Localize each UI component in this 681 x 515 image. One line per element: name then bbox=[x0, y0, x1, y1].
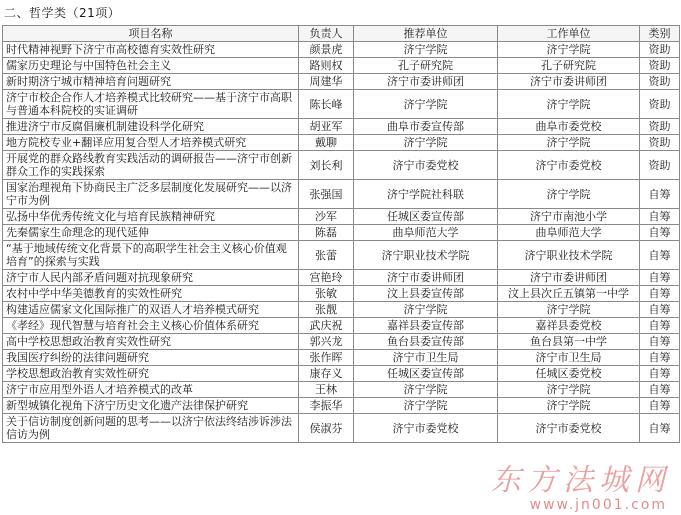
cell-recommender: 曲阜师范大学 bbox=[354, 225, 498, 241]
cell-workplace: 济宁市委讲师团 bbox=[498, 74, 640, 90]
cell-person: 武庆祝 bbox=[299, 318, 354, 334]
table-row bbox=[3, 135, 680, 151]
cell-workplace: 济宁学院 bbox=[498, 90, 640, 119]
cell-workplace: 济宁市委党校 bbox=[498, 151, 640, 180]
cell-category: 资助 bbox=[640, 42, 680, 58]
cell-category: 自筹 bbox=[640, 270, 680, 286]
cell-recommender: 济宁市委讲师团 bbox=[354, 74, 498, 90]
cell-project-name: 弘扬中华优秀传统文化与培育民族精神研究 bbox=[3, 209, 299, 225]
cell-category: 资助 bbox=[640, 58, 680, 74]
cell-recommender: 曲阜市委宣传部 bbox=[354, 119, 498, 135]
cell-category: 自筹 bbox=[640, 209, 680, 225]
cell-project-name: 新型城镇化视角下济宁历史文化遗产法律保护研究 bbox=[3, 398, 299, 414]
cell-person: 周建华 bbox=[299, 74, 354, 90]
cell-recommender: 汶上县委宣传部 bbox=[354, 286, 498, 302]
table-row bbox=[3, 286, 680, 302]
cell-recommender: 济宁学院 bbox=[354, 42, 498, 58]
cell-project-name: 济宁市人民内部矛盾问题对抗现象研究 bbox=[3, 270, 299, 286]
cell-project-name: 推进济宁市反腐倡廉机制建设科学化研究 bbox=[3, 119, 299, 135]
cell-person: 李振华 bbox=[299, 398, 354, 414]
cell-workplace: 嘉祥县委党校 bbox=[498, 318, 640, 334]
cell-recommender: 济宁市卫生局 bbox=[354, 350, 498, 366]
watermark-url: www.jn001.com bbox=[529, 497, 667, 513]
table-row bbox=[3, 318, 680, 334]
cell-category: 自筹 bbox=[640, 180, 680, 209]
table-row bbox=[3, 302, 680, 318]
cell-category: 自筹 bbox=[640, 286, 680, 302]
cell-recommender: 孔子研究院 bbox=[354, 58, 498, 74]
cell-recommender: 济宁学院 bbox=[354, 135, 498, 151]
table-row bbox=[3, 180, 680, 209]
cell-category: 资助 bbox=[640, 74, 680, 90]
cell-workplace: 济宁学院 bbox=[498, 382, 640, 398]
cell-project-name: 国家治理视角下协商民主广泛多层制度化发展研究——以济宁市为例 bbox=[3, 180, 299, 209]
watermark-logo: 东方法城网 bbox=[491, 463, 671, 498]
cell-category: 自筹 bbox=[640, 241, 680, 270]
cell-category: 资助 bbox=[640, 90, 680, 119]
cell-recommender: 任城区委宣传部 bbox=[354, 209, 498, 225]
table-body bbox=[3, 42, 680, 443]
cell-person: 刘长利 bbox=[299, 151, 354, 180]
cell-person: 戴聊 bbox=[299, 135, 354, 151]
cell-person: 张敏 bbox=[299, 286, 354, 302]
cell-workplace: 鱼台县第一中学 bbox=[498, 334, 640, 350]
cell-recommender: 济宁学院 bbox=[354, 90, 498, 119]
cell-workplace: 济宁学院 bbox=[498, 302, 640, 318]
cell-person: 张靓 bbox=[299, 302, 354, 318]
table-row bbox=[3, 270, 680, 286]
cell-project-name: 我国医疗纠纷的法律问题研究 bbox=[3, 350, 299, 366]
cell-recommender: 鱼台县委宣传部 bbox=[354, 334, 498, 350]
cell-person: 张作晖 bbox=[299, 350, 354, 366]
cell-workplace: 济宁市委党校 bbox=[498, 414, 640, 443]
cell-person: 陈磊 bbox=[299, 225, 354, 241]
table-row bbox=[3, 58, 680, 74]
cell-category: 自筹 bbox=[640, 334, 680, 350]
cell-workplace: 济宁市卫生局 bbox=[498, 350, 640, 366]
col-header-person: 负责人 bbox=[299, 26, 354, 42]
cell-person: 路则权 bbox=[299, 58, 354, 74]
cell-recommender: 任城区委宣传部 bbox=[354, 366, 498, 382]
cell-person: 陈长峰 bbox=[299, 90, 354, 119]
table-header bbox=[3, 26, 680, 42]
cell-workplace: 济宁市南池小学 bbox=[498, 209, 640, 225]
cell-workplace: 曲阜师范大学 bbox=[498, 225, 640, 241]
cell-project-name: 先秦儒家生命理念的现代延伸 bbox=[3, 225, 299, 241]
cell-person: 康存义 bbox=[299, 366, 354, 382]
cell-project-name: 构建适应儒家文化国际推广的双语人才培养模式研究 bbox=[3, 302, 299, 318]
cell-workplace: 汶上县次丘五镇第一中学 bbox=[498, 286, 640, 302]
cell-recommender: 济宁学院 bbox=[354, 398, 498, 414]
cell-workplace: 济宁学院 bbox=[498, 180, 640, 209]
table-row bbox=[3, 74, 680, 90]
table-row bbox=[3, 241, 680, 270]
table-row bbox=[3, 209, 680, 225]
cell-category: 自筹 bbox=[640, 366, 680, 382]
cell-project-name: 关于信访制度创新问题的思考——以济宁依法终结涉诉涉法信访为例 bbox=[3, 414, 299, 443]
cell-workplace: 孔子研究院 bbox=[498, 58, 640, 74]
cell-project-name: 济宁市校企合作人才培养模式比较研究——基于济宁市高职与普通本科院校的实证调研 bbox=[3, 90, 299, 119]
cell-project-name: 学校思想政治教育实效性研究 bbox=[3, 366, 299, 382]
cell-project-name: 新时期济宁城市精神培育问题研究 bbox=[3, 74, 299, 90]
cell-category: 自筹 bbox=[640, 302, 680, 318]
cell-category: 资助 bbox=[640, 119, 680, 135]
table-row bbox=[3, 42, 680, 58]
cell-category: 自筹 bbox=[640, 318, 680, 334]
cell-project-name: 济宁市应用型外语人才培养模式的改革 bbox=[3, 382, 299, 398]
cell-project-name: 农村中学中华美德教育的实效性研究 bbox=[3, 286, 299, 302]
table-row bbox=[3, 90, 680, 119]
projects-table bbox=[2, 25, 680, 443]
table-row bbox=[3, 119, 680, 135]
cell-recommender: 济宁市委讲师团 bbox=[354, 270, 498, 286]
cell-recommender: 济宁学院社科联 bbox=[354, 180, 498, 209]
cell-person: 颜景虎 bbox=[299, 42, 354, 58]
cell-recommender: 济宁学院 bbox=[354, 382, 498, 398]
table-row bbox=[3, 366, 680, 382]
cell-person: 王林 bbox=[299, 382, 354, 398]
cell-workplace: 济宁市委讲师团 bbox=[498, 270, 640, 286]
cell-recommender: 济宁市委党校 bbox=[354, 151, 498, 180]
cell-workplace: 济宁职业技术学院 bbox=[498, 241, 640, 270]
cell-workplace: 济宁学院 bbox=[498, 398, 640, 414]
cell-person: 郭兴龙 bbox=[299, 334, 354, 350]
cell-recommender: 济宁职业技术学院 bbox=[354, 241, 498, 270]
col-header-recommender: 推荐单位 bbox=[354, 26, 498, 42]
cell-project-name: 高中学校思想政治教育实效性研究 bbox=[3, 334, 299, 350]
header-row bbox=[3, 26, 680, 42]
cell-category: 自筹 bbox=[640, 382, 680, 398]
table-row bbox=[3, 414, 680, 443]
cell-recommender: 嘉祥县委宣传部 bbox=[354, 318, 498, 334]
cell-project-name: 开展党的群众路线教育实践活动的调研报告——济宁市创新群众工作的实践探索 bbox=[3, 151, 299, 180]
cell-project-name: 时代精神视野下济宁市高校德育实效性研究 bbox=[3, 42, 299, 58]
cell-person: 胡亚军 bbox=[299, 119, 354, 135]
cell-person: 侯淑芬 bbox=[299, 414, 354, 443]
table-row bbox=[3, 398, 680, 414]
section-title: 二、哲学类（21项） bbox=[4, 6, 121, 20]
cell-category: 自筹 bbox=[640, 398, 680, 414]
cell-recommender: 济宁学院 bbox=[354, 302, 498, 318]
table-row bbox=[3, 382, 680, 398]
cell-category: 资助 bbox=[640, 135, 680, 151]
table-row bbox=[3, 225, 680, 241]
table-row bbox=[3, 334, 680, 350]
col-header-workplace: 工作单位 bbox=[498, 26, 640, 42]
table-row bbox=[3, 151, 680, 180]
cell-workplace: 济宁学院 bbox=[498, 135, 640, 151]
cell-person: 张强国 bbox=[299, 180, 354, 209]
cell-category: 资助 bbox=[640, 151, 680, 180]
cell-person: 张蕾 bbox=[299, 241, 354, 270]
table-row bbox=[3, 350, 680, 366]
cell-project-name: 儒家历史理论与中国特色社会主义 bbox=[3, 58, 299, 74]
cell-workplace: 济宁学院 bbox=[498, 42, 640, 58]
cell-person: 沙军 bbox=[299, 209, 354, 225]
cell-recommender: 济宁市委党校 bbox=[354, 414, 498, 443]
cell-project-name: 地方院校专业+翻译应用复合型人才培养模式研究 bbox=[3, 135, 299, 151]
cell-category: 自筹 bbox=[640, 225, 680, 241]
col-header-project-name: 项目名称 bbox=[3, 26, 299, 42]
col-header-category: 类别 bbox=[640, 26, 680, 42]
cell-person: 宫艳玲 bbox=[299, 270, 354, 286]
cell-category: 自筹 bbox=[640, 350, 680, 366]
cell-category: 自筹 bbox=[640, 414, 680, 443]
cell-workplace: 曲阜市委党校 bbox=[498, 119, 640, 135]
cell-workplace: 任城区委党校 bbox=[498, 366, 640, 382]
site-watermark bbox=[431, 455, 671, 513]
cell-project-name: 《孝经》现代智慧与培育社会主义核心价值体系研究 bbox=[3, 318, 299, 334]
cell-project-name: “基于地域传统文化背景下的高职学生社会主义核心价值观培育”的探索与实践 bbox=[3, 241, 299, 270]
